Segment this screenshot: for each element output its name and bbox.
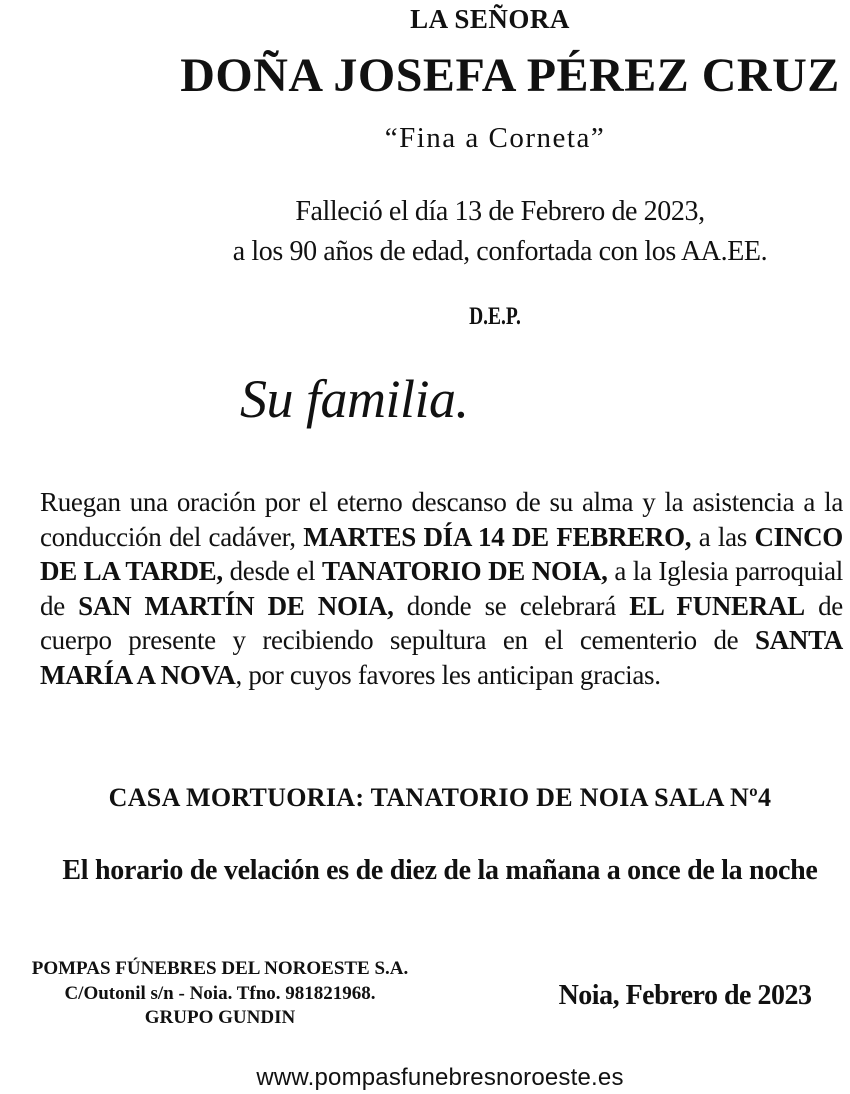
deceased-nickname: “Fina a Corneta” bbox=[384, 122, 606, 154]
visiting-hours-line: El horario de velación es de diez de la mañana a once de la noche bbox=[62, 855, 818, 886]
deceased-name: DOÑA JOSEFA PÉREZ CRUZ bbox=[180, 49, 840, 102]
body-text-6: de cuerpo presente y recibiendo sepultura en el cementerio de bbox=[40, 590, 843, 656]
company-name: POMPAS FÚNEBRES DEL NOROESTE S.A. bbox=[31, 958, 409, 979]
body-text-4: a la Iglesia parroquial de bbox=[40, 556, 844, 621]
company-group: GRUPO GUNDIN bbox=[144, 1007, 296, 1028]
body-text-5: donde se celebrará bbox=[393, 590, 630, 621]
company-block bbox=[0, 957, 440, 1031]
company-address: C/Outonil s/n - Noia. Tfno. 981821968. bbox=[64, 982, 376, 1004]
body-text-7: , por cuyos favores les anticipan gracias. bbox=[235, 659, 661, 690]
body-date: MARTES DÍA 14 DE FEBRERO, bbox=[303, 521, 692, 552]
body-text-1: Ruegan una oración por el eterno descanso de su alma y la asistencia a la conducción del cadáver, bbox=[40, 487, 843, 552]
death-date-line: Falleció el día 13 de Febrero de 2023, bbox=[295, 196, 705, 227]
body-text-3: desde el bbox=[222, 556, 323, 587]
body-cemetery: SANTA MARÍA A NOVA bbox=[40, 625, 843, 690]
rip-abbreviation: D.E.P. bbox=[469, 303, 521, 330]
body-time: CINCO DE LA TARDE, bbox=[40, 521, 843, 587]
body-church: SAN MARTÍN DE NOIA, bbox=[78, 590, 394, 621]
place-date: Noia, Febrero de 2023 bbox=[558, 980, 812, 1011]
body-origin: TANATORIO DE NOIA, bbox=[322, 556, 608, 587]
family-signature: Su familia. bbox=[240, 369, 469, 429]
body-funeral: EL FUNERAL bbox=[629, 590, 805, 621]
body-text-2: a las bbox=[691, 521, 755, 552]
age-line: a los 90 años de edad, confortada con los AA.EE. bbox=[232, 236, 768, 267]
honorific-title: LA SEÑORA bbox=[410, 4, 570, 34]
funeral-home-line: CASA MORTUORIA: TANATORIO DE NOIA SALA Nº4 bbox=[108, 783, 772, 812]
ceremony-paragraph bbox=[40, 485, 843, 693]
website-url: www.pompasfunebresnoroeste.es bbox=[256, 1064, 624, 1091]
